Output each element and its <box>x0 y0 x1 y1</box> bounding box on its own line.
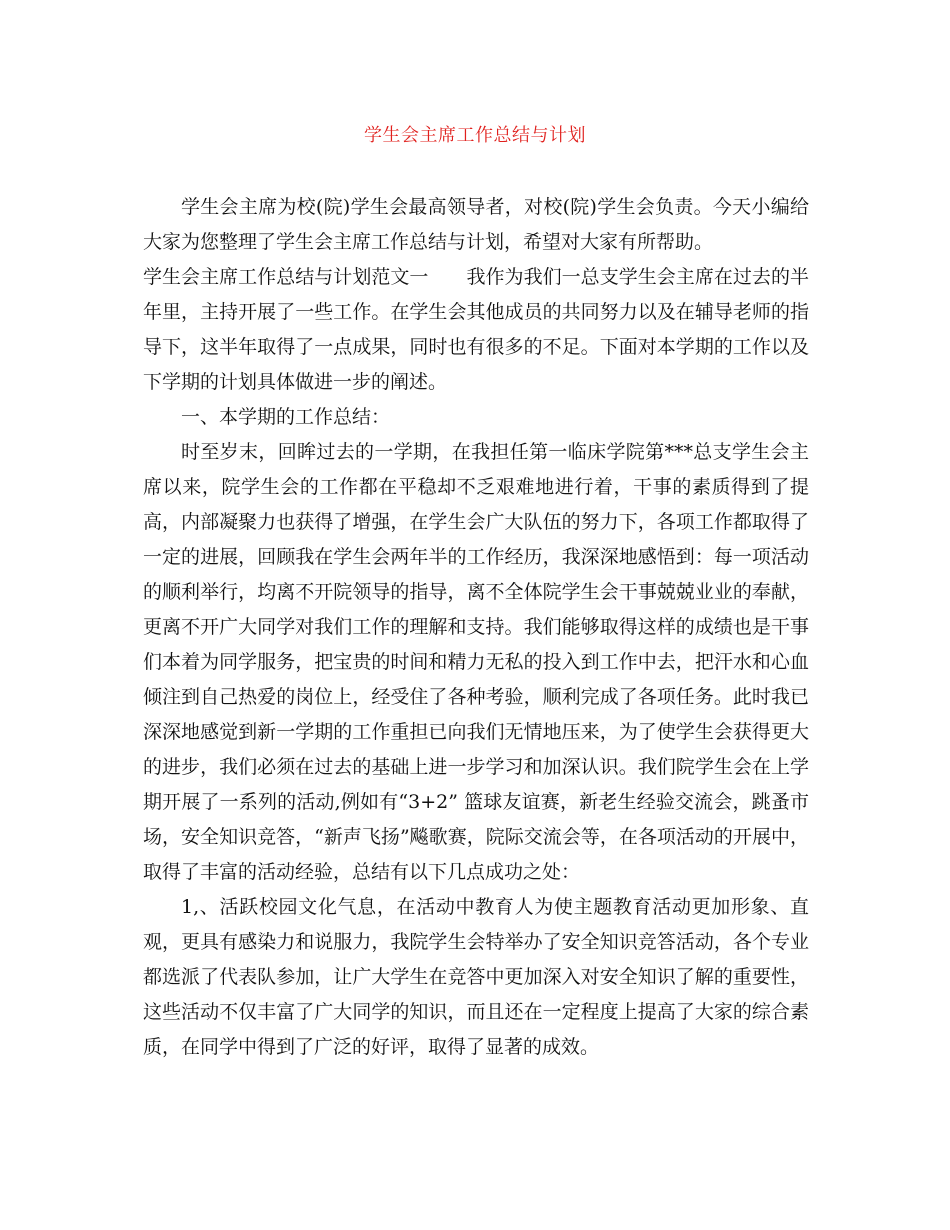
document-body <box>143 190 809 1065</box>
section-heading: 一、本学期的工作总结： <box>181 406 391 428</box>
intro-paragraph: 学生会主席为校(院)学生会最高领导者，对校(院)学生会负责。今天小编给大家为您整理了学生会主席工作总结与计划，希望对大家有所帮助。 <box>143 196 809 253</box>
point-one-paragraph: 1,、活跃校园文化气息，在活动中教育人为使主题教育活动更加形象、直观，更具有感染力和说服力，我院学生会特举办了安全知识竞答活动，各个专业都选派了代表队参加，让广大学生在竞答中更加深入对安全知识了解的重要性，这些活动不仅丰富了广大同学的知识，而且还在一定程度上提高了大家的综合素质，在同学中得到了广泛的好评，取得了显著的成效。 <box>143 896 809 1058</box>
summary-paragraph: 时至岁末，回眸过去的一学期，在我担任第一临床学院第***总支学生会主席以来，院学生会的工作都在平稳却不乏艰难地进行着，干事的素质得到了提高，内部凝聚力也获得了增强，在学生会广大队伍的努力下，各项工作都取得了一定的进展，回顾我在学生会两年半的工作经历，我深深地感悟到：每一项活动的顺利举行，均离不开院领导的指导，离不全体院学生会干事兢兢业业的奉献，更离不开广大同学对我们工作的理解和支持。我们能够取得这样的成绩也是干事们本着为同学服务，把宝贵的时间和精力无私的投入到工作中去，把汗水和心血倾注到自己热爱的岗位上，经受住了各种考验，顺利完成了各项任务。此时我已深深地感觉到新一学期的工作重担已向我们无情地压来，为了使学生会获得更大的进步，我们必须在过去的基础上进一步学习和加深认识。我们院学生会在上学期开展了一系列的活动,例如有“3+2” 篮球友谊赛，新老生经验交流会，跳蚤市场，安全知识竞答，“新声飞扬”飚歌赛，院际交流会等，在各项活动的开展中，取得了丰富的活动经验，总结有以下几点成功之处： <box>143 441 809 883</box>
document-title: 学生会主席工作总结与计划 <box>364 125 586 146</box>
sample-one-paragraph: 学生会主席工作总结与计划范文一 我作为我们一总支学生会主席在过去的半年里，主持开展了一些工作。在学生会其他成员的共同努力以及在辅导老师的指导下，这半年取得了一点成果，同时也有很多的不足。下面对本学期的工作以及下学期的计划具体做进一步的阐述。 <box>143 266 809 393</box>
